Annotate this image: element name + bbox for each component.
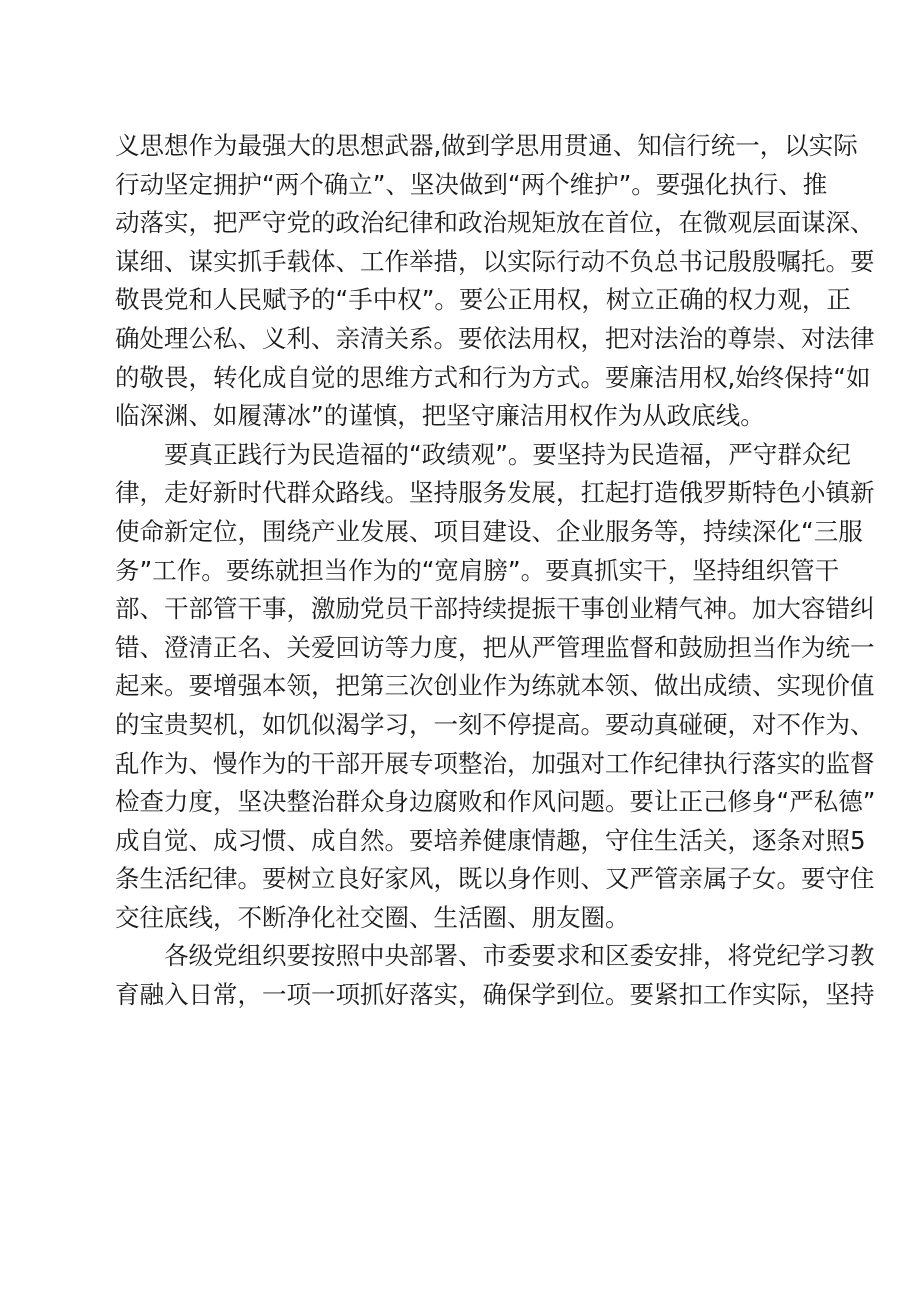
body-text	[115, 127, 876, 1015]
text-line: 部、干部管干事，激励党员干部持续提振干事创业精气神。加大容错纠	[115, 594, 875, 624]
text-line: 律，走好新时代群众路线。坚持服务发展，扛起打造俄罗斯特色小镇新	[115, 478, 875, 508]
text-line: 错、澄清正名、关爱回访等力度，把从严管理监督和鼓励担当作为统一	[115, 632, 875, 662]
text-line: 行动坚定拥护“两个确立”、坚决做到“两个维护”。要强化执行、推	[115, 169, 828, 199]
text-line: 敬畏党和人民赋予的“手中权”。要公正用权，树立正确的权力观，正	[115, 285, 851, 315]
text-line: 谋细、谋实抓手载体、工作举措，以实际行动不负总书记殷殷嘱托。要	[115, 246, 875, 276]
paragraph-start-line: 要真正践行为民造福的“政绩观”。要坚持为民造福，严守群众纪	[164, 439, 851, 469]
text-line: 务”工作。要练就担当作为的“宽肩膀”。要真抓实干，坚持组织管干	[115, 555, 840, 585]
text-line: 的宝贵契机，如饥似渴学习，一刻不停提高。要动真碰硬，对不作为、	[115, 709, 875, 739]
text-line: 临深渊、如履薄冰”的谨慎，把坚守廉洁用权作为从政底线。	[115, 401, 765, 431]
text-line: 起来。要增强本领，把第三次创业作为练就本领、做出成绩、实现价值	[115, 671, 875, 701]
text-line: 动落实，把严守党的政治纪律和政治规矩放在首位，在微观层面谋深、	[115, 208, 875, 238]
text-line: 条生活纪律。要树立良好家风，既以身作则、又严管亲属子女。要守住	[115, 864, 875, 894]
text-line: 交往底线，不断净化社交圈、生活圈、朋友圈。	[115, 902, 630, 932]
text-line: 使命新定位，围绕产业发展、项目建设、企业服务等，持续深化“三服	[115, 516, 863, 546]
text-line: 检查力度，坚决整治群众身边腐败和作风问题。要让正己修身“严私德”	[115, 787, 876, 817]
text-line: 成自觉、成习惯、成自然。要培养健康情趣，守住生活关，逐条对照5	[115, 825, 866, 855]
paragraph-start-line: 各级党组织要按照中央部署、市委要求和区委安排，将党纪学习教	[164, 941, 875, 971]
text-line: 的敬畏，转化成自觉的思维方式和行为方式。要廉洁用权,始终保持“如	[115, 362, 871, 392]
text-line: 义思想作为最强大的思想武器,做到学思用贯通、知信行统一，以实际	[115, 131, 858, 160]
text-line: 乱作为、慢作为的干部开展专项整治，加强对工作纪律执行落实的监督	[115, 748, 875, 778]
text-line: 育融入日常，一项一项抓好落实，确保学到位。要紧扣工作实际，坚持	[115, 980, 875, 1010]
text-line: 确处理公私、义利、亲清关系。要依法用权，把对法治的尊崇、对法律	[115, 323, 875, 353]
